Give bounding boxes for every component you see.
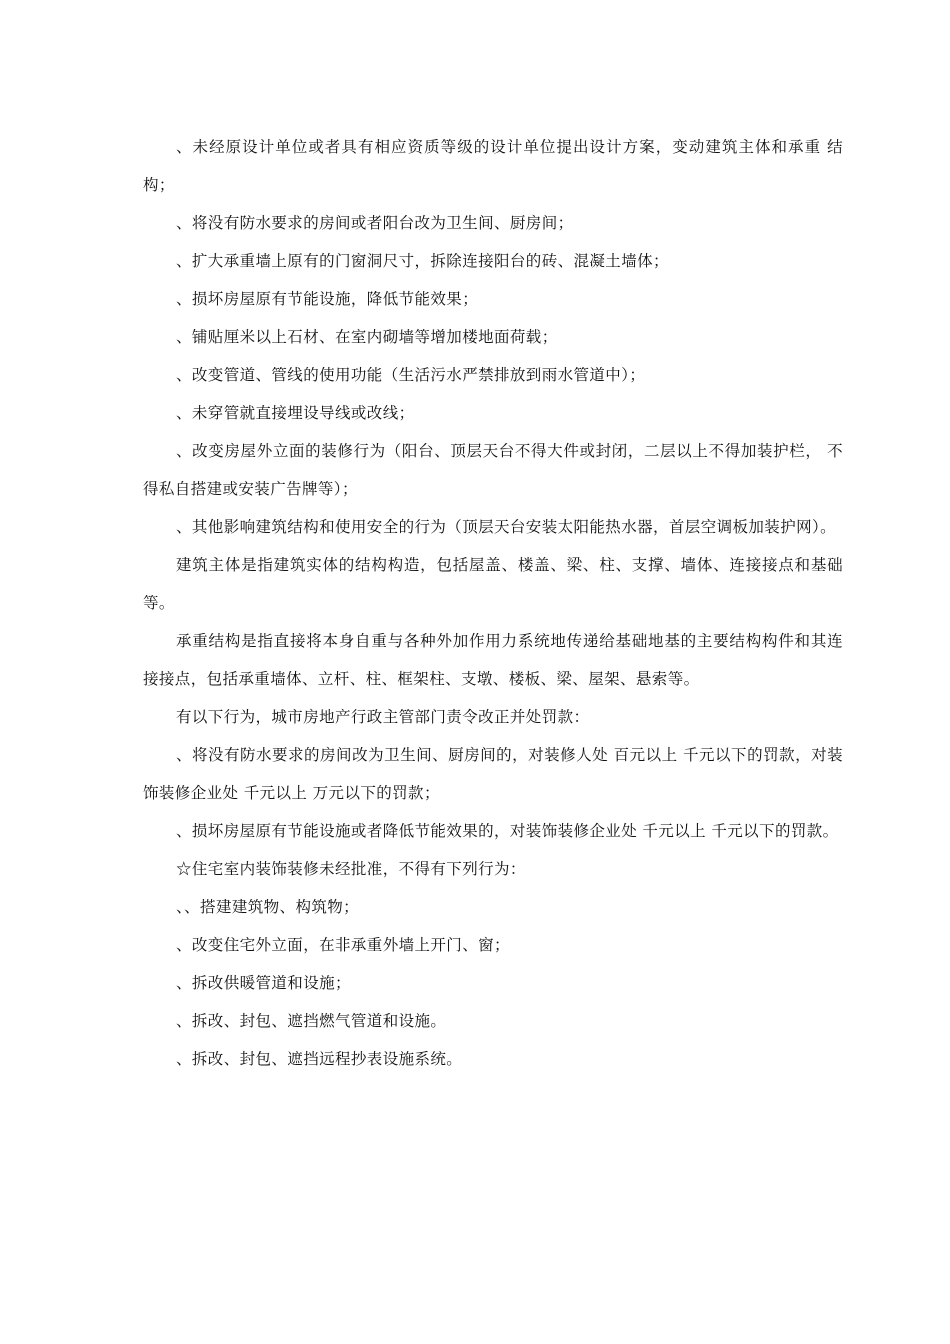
- paragraph-12: 有以下行为，城市房地产行政主管部门责令改正并处罚款：: [176, 708, 590, 726]
- paragraph-8: 、改变房屋外立面的装修行为（阳台、顶层天台不得大件或封闭，二层以上不得加装护栏， 不得私自搭建或安装广告牌等）；: [143, 442, 843, 498]
- paragraph-5: 、铺贴厘米以上石材、在室内砌墙等增加楼地面荷载；: [176, 328, 558, 346]
- paragraph-3: 、扩大承重墙上原有的门窗洞尺寸，拆除连接阳台的砖、混凝土墙体；: [176, 252, 669, 270]
- paragraph-19: 、拆改、封包、遮挡燃气管道和设施。: [176, 1012, 447, 1030]
- paragraph-7: 、未穿管就直接埋设导线或改线；: [176, 404, 415, 422]
- paragraph-10: 建筑主体是指建筑实体的结构构造，包括屋盖、楼盖、梁、柱、支撑、墙体、连接接点和基础等。: [143, 556, 843, 612]
- paragraph-20: 、拆改、封包、遮挡远程抄表设施系统。: [176, 1050, 463, 1068]
- paragraph-15: ☆住宅室内装饰装修未经批准，不得有下列行为：: [176, 860, 526, 878]
- paragraph-6: 、改变管道、管线的使用功能（生活污水严禁排放到雨水管道中）；: [176, 366, 646, 384]
- paragraph-14: 、损坏房屋原有节能设施或者降低节能效果的，对装饰装修企业处 千元以上 千元以下的罚款。: [176, 822, 839, 840]
- paragraph-9: 、其他影响建筑结构和使用安全的行为（顶层天台安装太阳能热水器，首层空调板加装护网）。: [176, 518, 837, 536]
- paragraph-2: 、将没有防水要求的房间或者阳台改为卫生间、厨房间；: [176, 214, 574, 232]
- paragraph-16: 、、搭建建筑物、构筑物；: [176, 898, 360, 916]
- paragraph-11: 承重结构是指直接将本身自重与各种外加作用力系统地传递给基础地基的主要结构构件和其连接接点，包括承重墙体、立杆、柱、框架柱、支墩、楼板、梁、屋架、悬索等。: [143, 632, 843, 688]
- paragraph-1: 、未经原设计单位或者具有相应资质等级的设计单位提出设计方案，变动建筑主体和承重 结构；: [143, 138, 843, 194]
- paragraph-17: 、改变住宅外立面，在非承重外墙上开门、窗；: [176, 936, 510, 954]
- paragraph-13: 、将没有防水要求的房间改为卫生间、厨房间的，对装修人处 百元以上 千元以下的罚款，对装饰装修企业处 千元以上 万元以下的罚款；: [143, 746, 843, 802]
- paragraph-18: 、拆改供暖管道和设施；: [176, 974, 351, 992]
- paragraph-4: 、损坏房屋原有节能设施，降低节能效果；: [176, 290, 479, 308]
- document-body: [143, 128, 843, 1078]
